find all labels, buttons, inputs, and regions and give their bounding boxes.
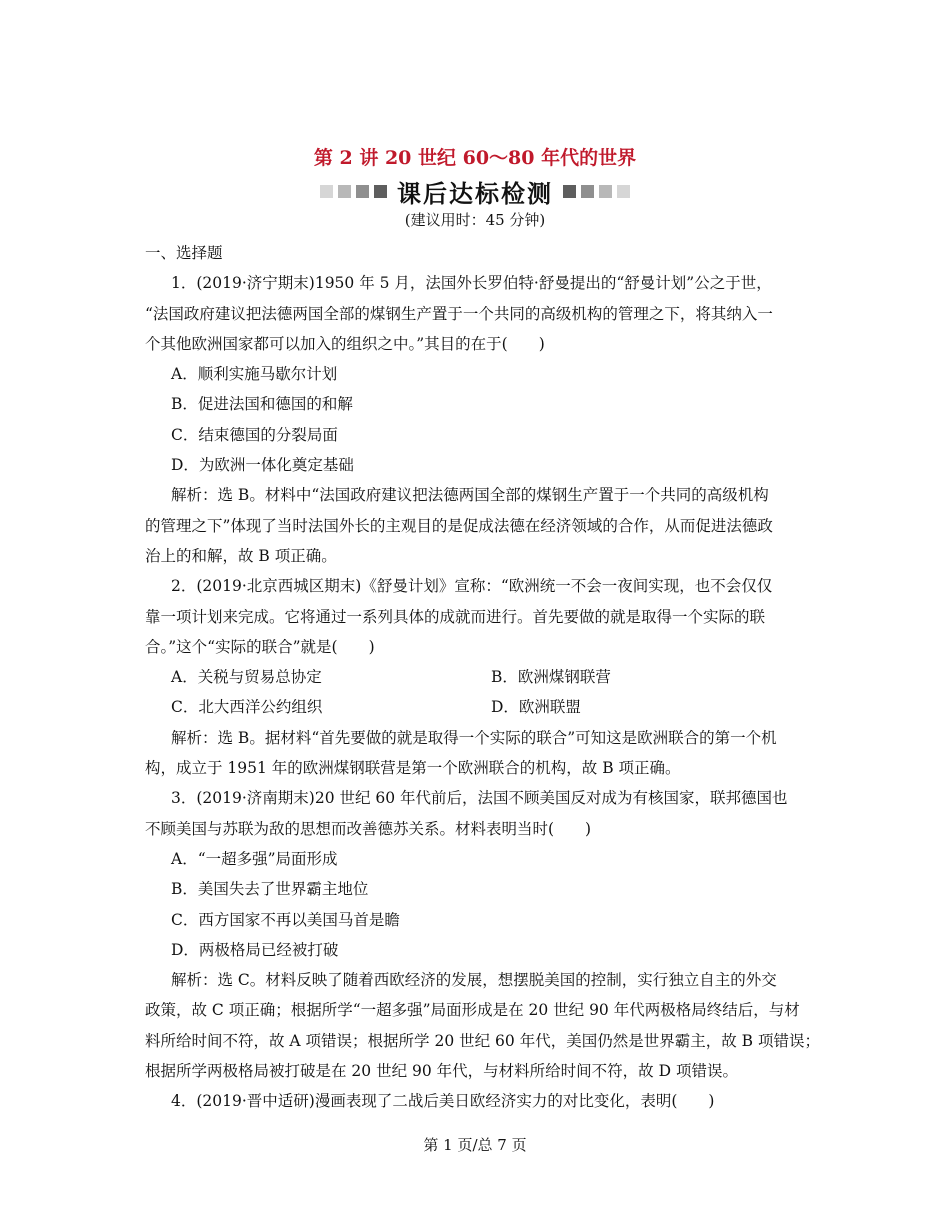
option-line: C．结束德国的分裂局面	[171, 425, 338, 444]
text-line: 解析：选 B。材料中“法国政府建议把法德两国全部的煤钢生产置于一个共同的高级机构	[171, 486, 769, 505]
text-line: 1．(2019·济宁期末)1950 年 5 月，法国外长罗伯特·舒曼提出的“舒曼计划”公之于世，	[171, 274, 772, 293]
text-line: 治上的和解，故 B 项正确。	[145, 546, 337, 565]
banner-square	[320, 185, 333, 198]
option-line: D．为欧洲一体化奠定基础	[171, 456, 354, 475]
text-line: 的管理之下”体现了当时法国外长的主观目的是促成法德在经济领域的合作，从而促进法德政	[145, 516, 773, 535]
page-title: 第 2 讲 20 世纪 60～80 年代的世界	[313, 147, 637, 169]
option-row	[171, 662, 811, 692]
banner-square	[338, 185, 351, 198]
text-line: “法国政府建议把法德两国全部的煤钢生产置于一个共同的高级机构的管理之下，将其纳入一	[145, 304, 773, 323]
text-line: 靠一项计划来完成。它将通过一系列具体的成就而进行。首先要做的就是取得一个实际的联	[145, 607, 766, 626]
banner-square	[599, 185, 612, 198]
option-row	[171, 692, 811, 722]
banner-squares-left	[320, 185, 387, 198]
option-line: A．顺利实施马歇尔计划	[171, 365, 338, 384]
text-line: 根据所学两极格局被打破是在 20 世纪 90 年代，与材料所给时间不符，故 D 项错误。	[145, 1062, 738, 1081]
text-line: 解析：选 C。材料反映了随着西欧经济的发展，想摆脱美国的控制，实行独立自主的外交	[171, 971, 777, 990]
banner-title: 课后达标检测	[397, 180, 553, 208]
option-line: B．美国失去了世界霸主地位	[171, 880, 369, 899]
banner-squares-right	[563, 185, 630, 198]
banner-square	[617, 185, 630, 198]
option-d: D．欧洲联盟	[491, 698, 581, 717]
suggested-time: (建议用时：45 分钟)	[404, 211, 546, 229]
text-line: 个其他欧洲国家都可以加入的组织之中。”其目的在于( )	[145, 334, 545, 353]
text-line: 料所给时间不符，故 A 项错误；根据所学 20 世纪 60 年代，美国仍然是世界霸主，故 B 项错误；	[145, 1031, 820, 1050]
text-line: 合。”这个“实际的联合”就是( )	[145, 637, 375, 656]
banner-square	[374, 185, 387, 198]
option-line: A．“一超多强”局面形成	[171, 849, 338, 868]
option-line: C．西方国家不再以美国马首是瞻	[171, 910, 400, 929]
option-b: B．欧洲煤钢联营	[491, 668, 611, 687]
text-line: 不顾美国与苏联为敌的思想而改善德苏关系。材料表明当时( )	[145, 819, 592, 838]
text-line: 2．(2019·北京西城区期末)《舒曼计划》宣称：“欧洲统一不会一夜间实现，也不会仅仅	[171, 577, 773, 596]
text-line: 解析：选 B。据材料“首先要做的就是取得一个实际的联合”可知这是欧洲联合的第一个机	[171, 728, 777, 747]
text-line: 构，成立于 1951 年的欧洲煤钢联营是第一个欧洲联合的机构，故 B 项正确。	[145, 759, 681, 778]
banner-square	[581, 185, 594, 198]
text-line: 3．(2019·济南期末)20 世纪 60 年代前后，法国不顾美国反对成为有核国家，联邦德国也	[171, 789, 788, 808]
section-heading: 一、选择题	[145, 244, 223, 262]
banner-square	[356, 185, 369, 198]
text-line: 4．(2019·晋中适研)漫画表现了二战后美日欧经济实力的对比变化，表明( )	[171, 1092, 715, 1111]
document-body	[145, 238, 820, 1117]
option-c: C．北大西洋公约组织	[171, 698, 323, 717]
banner-square	[563, 185, 576, 198]
option-line: B．促进法国和德国的和解	[171, 395, 353, 414]
text-line: 政策，故 C 项正确；根据所学“一超多强”局面形成是在 20 世纪 90 年代两极格局终结后，与材	[145, 1001, 800, 1020]
section-banner	[0, 174, 950, 209]
option-a: A．关税与贸易总协定	[171, 668, 322, 687]
page-footer: 第 1 页/总 7 页	[423, 1136, 527, 1154]
option-line: D．两极格局已经被打破	[171, 940, 339, 959]
